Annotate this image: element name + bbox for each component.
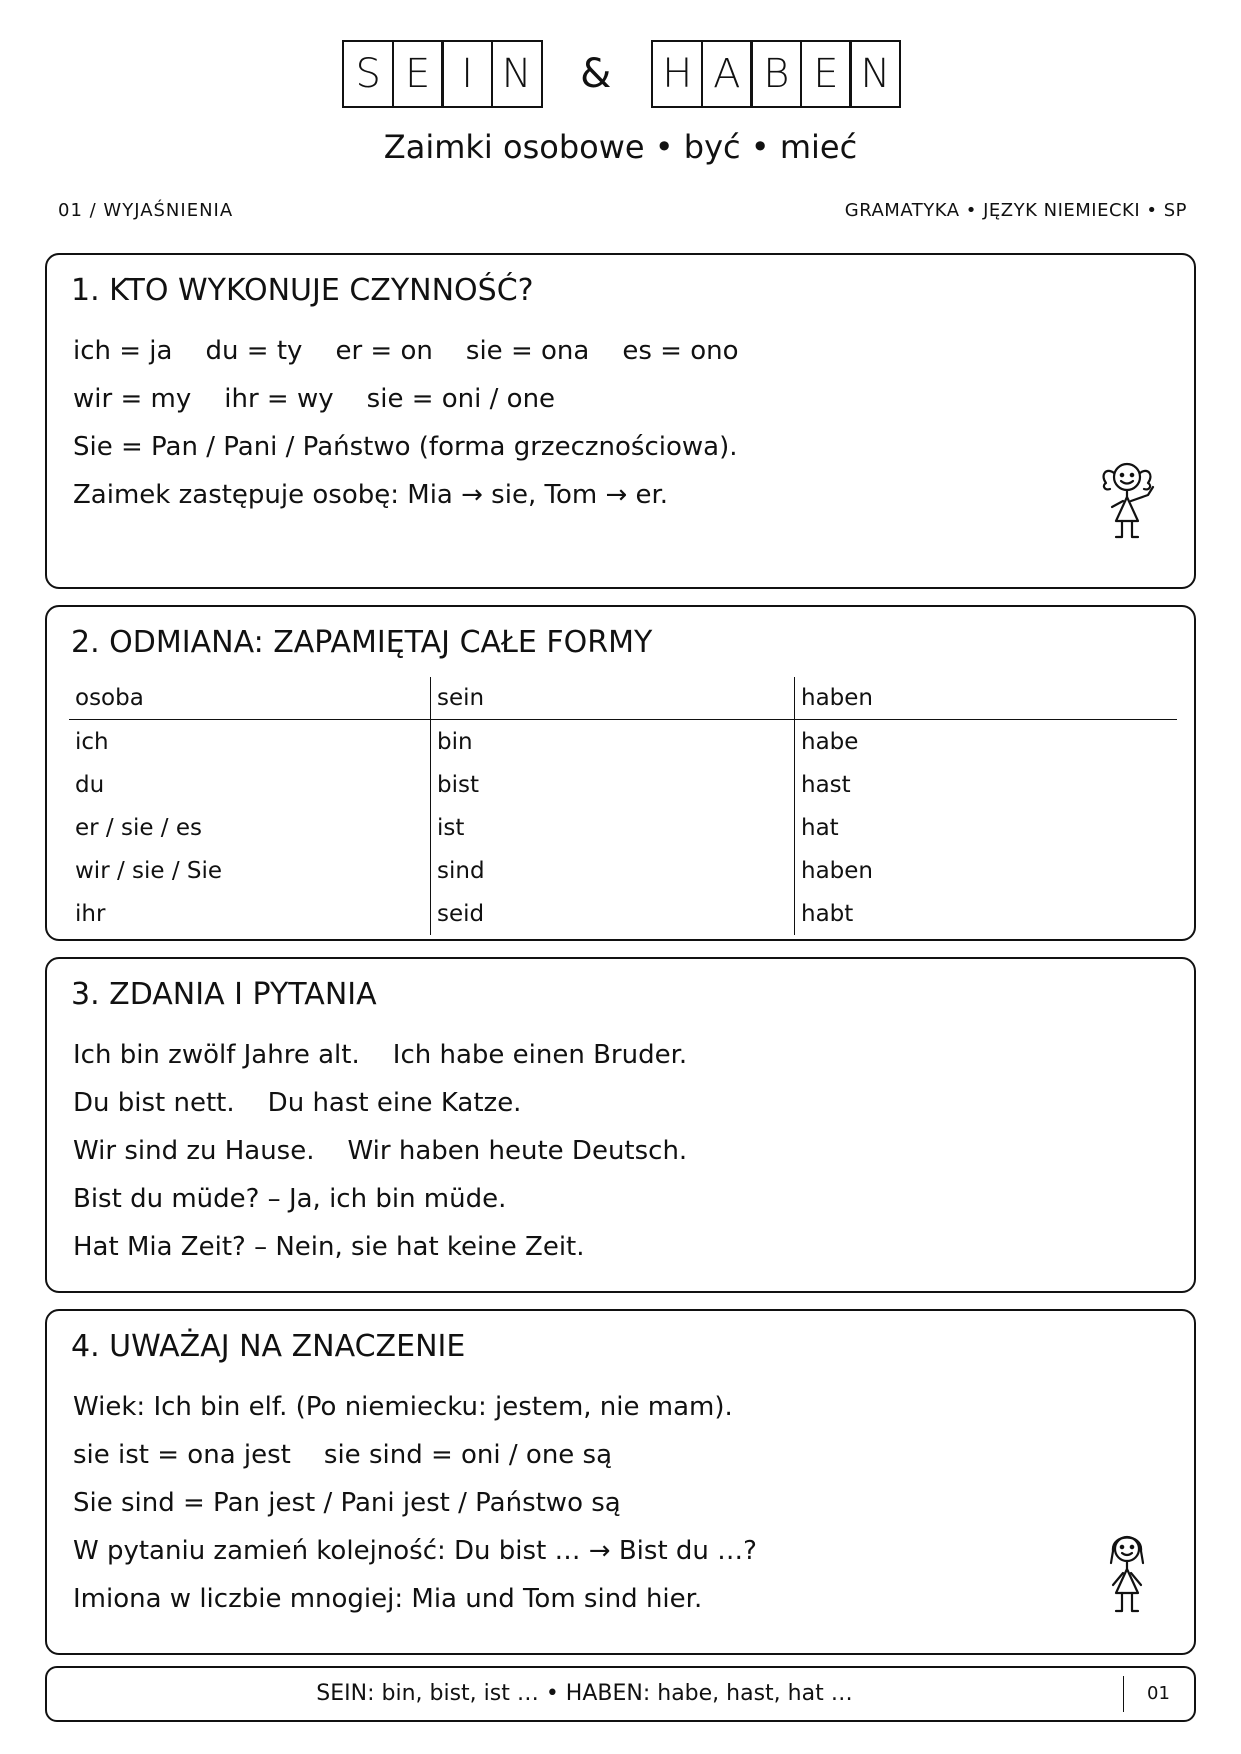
table-cell: bin — [431, 720, 795, 764]
footer-divider — [1123, 1676, 1124, 1712]
table-row — [69, 806, 1177, 849]
section-meaning — [45, 1309, 1196, 1655]
text-line: W pytaniu zamień kolejność: Du bist … → Bist du …? — [73, 1536, 757, 1566]
section-heading: 1. KTO WYKONUJE CZYNNOŚĆ? — [71, 273, 534, 308]
table-cell: bist — [431, 763, 795, 806]
table-cell: er / sie / es — [75, 814, 203, 841]
table-cell: sind — [431, 849, 795, 892]
title-letter: A — [701, 40, 753, 108]
text-line: sie ist = ona jest sie sind = oni / one są — [73, 1440, 613, 1470]
column-header: haben — [795, 677, 1178, 720]
section-heading: 4. UWAŻAJ NA ZNACZENIE — [71, 1329, 466, 1364]
table-row — [69, 763, 1177, 806]
text-line: Bist du müde? – Ja, ich bin müde. — [73, 1184, 507, 1214]
footer-summary: SEIN: bin, bist, ist … • HABEN: habe, hast, hat … — [316, 1681, 853, 1706]
footer-bar — [45, 1666, 1196, 1722]
title-word-sein — [342, 40, 540, 108]
text-line: Sie sind = Pan jest / Pani jest / Państwo są — [73, 1488, 621, 1518]
table-cell: ihr — [75, 900, 106, 927]
section-pronouns — [45, 253, 1196, 589]
title-letter: N — [491, 40, 543, 108]
column-header: sein — [431, 677, 795, 720]
section-lines — [73, 1383, 757, 1623]
title-letter: S — [342, 40, 394, 108]
table-cell: du — [75, 771, 105, 798]
title-letter: E — [392, 40, 444, 108]
text-line: Imiona w liczbie mnogiej: Mia und Tom sind hier. — [73, 1584, 703, 1614]
section-conjugation — [45, 605, 1196, 941]
subtitle: Zaimki osobowe • być • mieć — [383, 128, 858, 166]
girl-standing-illustration — [1097, 1527, 1157, 1623]
table-cell: hast — [795, 763, 1178, 806]
text-line: Zaimek zastępuje osobę: Mia → sie, Tom → er. — [73, 480, 669, 510]
table-cell: ist — [431, 806, 795, 849]
table-cell: habt — [795, 892, 1178, 935]
title-ampersand: & — [580, 51, 612, 97]
table-row — [69, 849, 1177, 892]
title-word-haben — [651, 40, 899, 108]
text-line: ich = ja du = ty er = on sie = ona es = ono — [73, 336, 739, 366]
table-row — [69, 720, 1177, 764]
section-lines — [73, 327, 739, 519]
table-cell: seid — [431, 892, 795, 935]
title-letter: I — [441, 40, 493, 108]
section-lines — [73, 1031, 687, 1271]
page-number: 01 — [1147, 1683, 1170, 1704]
text-line: Ich bin zwölf Jahre alt. Ich habe einen Bruder. — [73, 1040, 688, 1070]
table-row — [69, 892, 1177, 935]
table-cell: hat — [795, 806, 1178, 849]
section-heading: 2. ODMIANA: ZAPAMIĘTAJ CAŁE FORMY — [71, 625, 653, 660]
text-line: Wiek: Ich bin elf. (Po niemiecku: jestem, nie mam). — [73, 1392, 733, 1422]
title-letter: H — [651, 40, 703, 108]
section-heading: 3. ZDANIA I PYTANIA — [71, 977, 377, 1012]
column-header: osoba — [69, 677, 431, 720]
table-cell: habe — [795, 720, 1178, 764]
table-cell: haben — [795, 849, 1178, 892]
conjugation-table — [69, 677, 1177, 935]
title-letter: B — [750, 40, 802, 108]
text-line: Hat Mia Zeit? – Nein, sie hat keine Zeit. — [73, 1232, 585, 1262]
title — [0, 40, 1241, 108]
text-line: Wir sind zu Hause. Wir haben heute Deutsch. — [73, 1136, 688, 1166]
section-label: 01 / WYJAŚNIENIA — [58, 200, 234, 221]
girl-waving-illustration — [1090, 455, 1164, 547]
text-line: Sie = Pan / Pani / Państwo (forma grzecznościowa). — [73, 432, 738, 462]
table-cell: wir / sie / Sie — [75, 857, 223, 884]
title-letter: N — [849, 40, 901, 108]
table-header-row — [69, 677, 1177, 720]
section-sentences — [45, 957, 1196, 1293]
title-letter: E — [800, 40, 852, 108]
subject-label: GRAMATYKA • JĘZYK NIEMIECKI • SP — [844, 200, 1187, 221]
table-cell: ich — [75, 728, 109, 755]
text-line: wir = my ihr = wy sie = oni / one — [73, 384, 556, 414]
text-line: Du bist nett. Du hast eine Katze. — [73, 1088, 522, 1118]
